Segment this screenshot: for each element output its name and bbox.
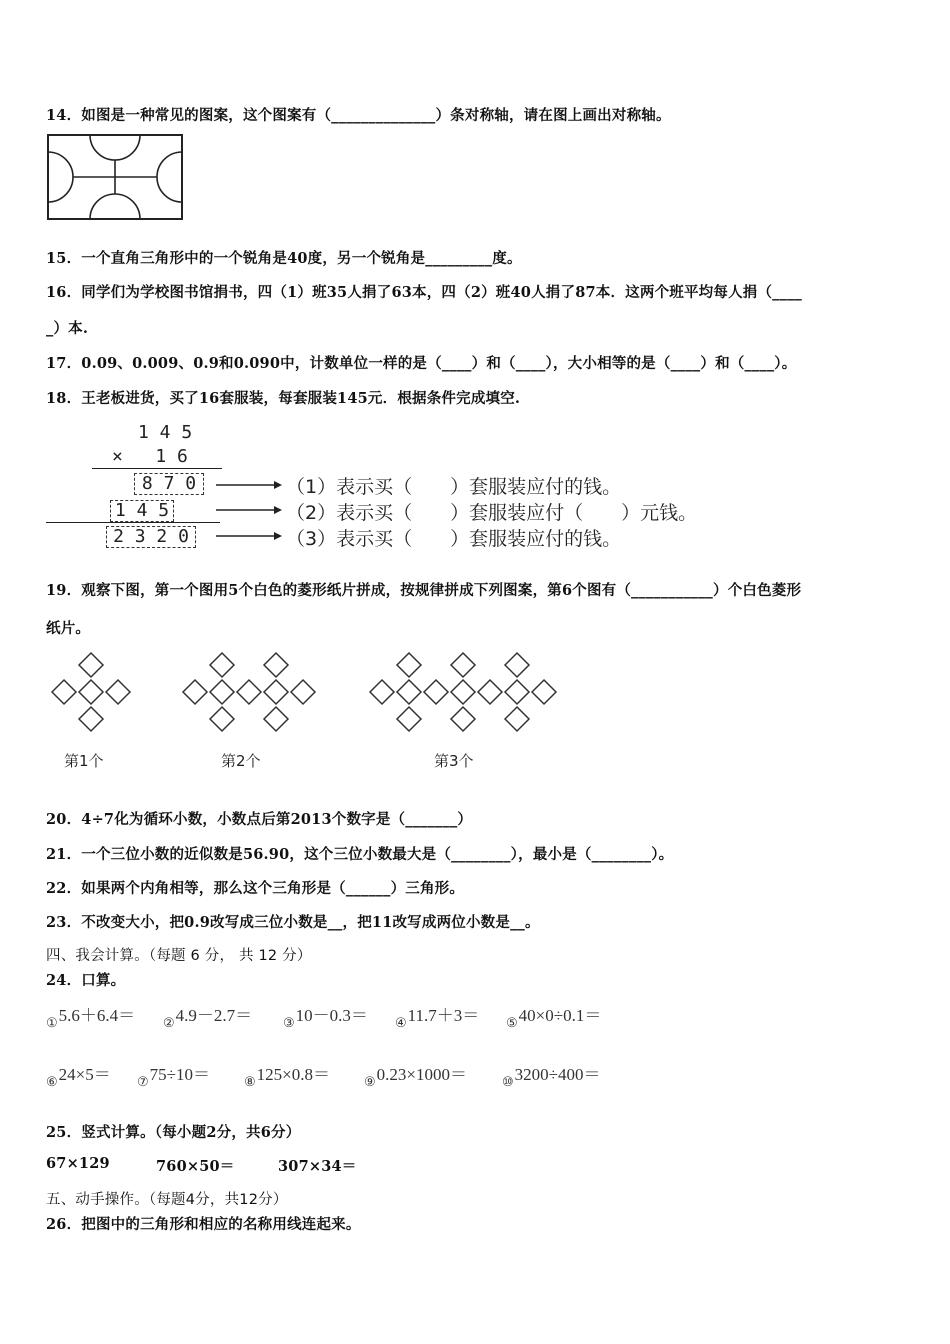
label-1: （1）表示买（ ）套服装应付的钱。	[286, 476, 622, 498]
item-expression: 75÷10＝	[149, 1065, 210, 1084]
question-23: 23．不改变大小，把0.9改写成三位小数是__，把11改写成两位小数是__。	[46, 914, 540, 931]
pattern-3	[370, 653, 556, 731]
item-expression: 3200÷400＝	[514, 1065, 601, 1084]
product-result: 2 3 2 0	[106, 526, 196, 548]
question-19-line-2: 纸片。	[46, 620, 91, 637]
question-20: 20．4÷7化为循环小数，小数点后第2013个数字是（_______）	[46, 811, 473, 828]
question-18: 18．王老板进货，买了16套服装，每套服装145元．根据条件完成填空.	[46, 390, 521, 407]
question-14: 14．如图是一种常见的图案，这个图案有（______________）条对称轴，请在图上画出对称轴。	[46, 107, 671, 124]
item-expression: 24×5＝	[58, 1065, 111, 1084]
caption-2: 第2个	[221, 752, 261, 770]
oral-item-4	[395, 1001, 479, 1031]
item-number: ①	[46, 1015, 58, 1030]
item-number: ②	[163, 1015, 175, 1030]
item-expression: 11.7＋3＝	[407, 1006, 480, 1025]
item-number: ⑥	[46, 1074, 58, 1089]
vertical-calc-1: 67×129	[46, 1155, 110, 1172]
caption-3: 第3个	[434, 752, 474, 770]
symmetry-pattern-figure	[46, 132, 186, 222]
question-22: 22．如果两个内角相等，那么这个三角形是（______）三角形。	[46, 880, 465, 897]
question-17: 17．0.09、0.009、0.9和0.090中，计数单位一样的是（____）和（____），大小相等的是（____）和（____）。	[46, 355, 797, 372]
oral-item-2	[163, 1001, 252, 1031]
oral-item-10	[502, 1060, 601, 1090]
vertical-calc-2: 760×50＝	[156, 1158, 235, 1175]
vertical-calc-3: 307×34＝	[278, 1158, 357, 1175]
partial-product-2: 1 4 5	[110, 500, 174, 522]
item-number: ⑨	[364, 1074, 376, 1089]
oral-item-1	[46, 1001, 135, 1031]
question-21: 21．一个三位小数的近似数是56.90，这个三位小数最大是（________），最小是（________）。	[46, 846, 674, 863]
question-26: 26．把图中的三角形和相应的名称用线连起来。	[46, 1216, 361, 1233]
pattern-2	[183, 653, 315, 731]
oral-item-3	[283, 1001, 368, 1031]
rhombus-patterns	[46, 648, 566, 740]
question-16-line-1: 16．同学们为学校图书馆捐书，四（1）班35人捐了63本，四（2）班40人捐了87本．这两个班平均每人捐（____	[46, 284, 802, 301]
multiplication-figure	[46, 418, 698, 558]
item-expression: 4.9－2.7＝	[175, 1006, 253, 1025]
item-number: ⑧	[244, 1074, 256, 1089]
partial-product-1: 8 7 0	[134, 473, 204, 495]
oral-item-5	[506, 1001, 601, 1031]
question-16-line-2: _）本.	[46, 320, 89, 337]
item-expression: 40×0÷0.1＝	[518, 1006, 602, 1025]
arrows	[206, 476, 286, 546]
question-24: 24．口算。	[46, 972, 126, 989]
question-25: 25．竖式计算。（每小题2分，共6分）	[46, 1124, 301, 1141]
multiplicand: 1 4 5	[138, 422, 193, 443]
item-number: ⑦	[137, 1074, 149, 1089]
label-3: （3）表示买（ ）套服装应付的钱。	[286, 528, 622, 550]
section-5-heading: 五、动手操作。（每题4分，共12分）	[46, 1192, 288, 1208]
oral-item-9	[364, 1060, 467, 1090]
rule-line-1	[92, 468, 222, 469]
label-2: （2）表示买（ ）套服装应付（ ）元钱。	[286, 502, 698, 524]
caption-1: 第1个	[64, 752, 104, 770]
item-expression: 0.23×1000＝	[376, 1065, 467, 1084]
item-expression: 125×0.8＝	[256, 1065, 330, 1084]
item-expression: 10－0.3＝	[295, 1006, 368, 1025]
oral-item-6	[46, 1060, 111, 1090]
oral-item-7	[137, 1060, 210, 1090]
item-number: ④	[395, 1015, 407, 1030]
pattern-1	[52, 653, 130, 731]
item-number: ③	[283, 1015, 295, 1030]
question-19-line-1: 19．观察下图，第一个图用5个白色的菱形纸片拼成，按规律拼成下列图案，第6个图有（___________）个白色菱形	[46, 582, 802, 599]
section-4-heading: 四、我会计算。（每题 6 分， 共 12 分）	[46, 948, 312, 964]
item-number: ⑤	[506, 1015, 518, 1030]
rule-line-2	[46, 522, 220, 523]
oral-item-8	[244, 1060, 330, 1090]
multiplier: × 1 6	[112, 446, 188, 467]
item-expression: 5.6＋6.4＝	[58, 1006, 136, 1025]
item-number: ⑩	[502, 1074, 514, 1089]
question-15: 15．一个直角三角形中的一个锐角是40度，另一个锐角是_________度。	[46, 250, 522, 267]
